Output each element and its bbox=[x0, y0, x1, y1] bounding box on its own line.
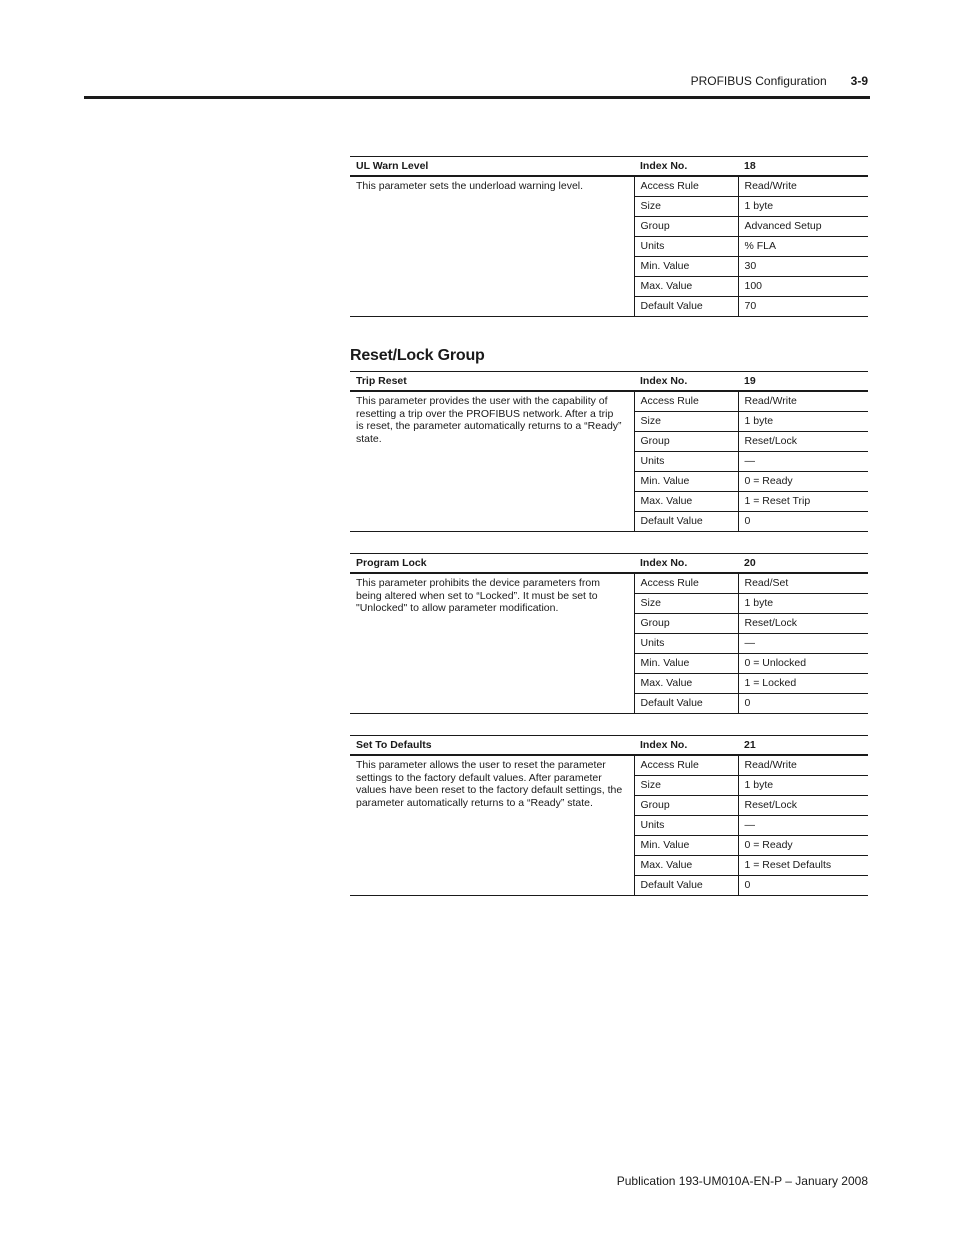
index-number: 18 bbox=[738, 157, 868, 177]
attribute-label: Min. Value bbox=[634, 654, 738, 674]
index-label: Index No. bbox=[634, 554, 738, 574]
header-rule bbox=[84, 96, 870, 99]
attribute-label: Default Value bbox=[634, 876, 738, 896]
index-label: Index No. bbox=[634, 372, 738, 392]
attribute-label: Access Rule bbox=[634, 573, 738, 594]
attribute-value: 1 byte bbox=[738, 197, 868, 217]
attribute-value: Advanced Setup bbox=[738, 217, 868, 237]
attribute-value: Read/Write bbox=[738, 391, 868, 412]
attribute-value: 30 bbox=[738, 257, 868, 277]
attribute-label: Size bbox=[634, 776, 738, 796]
attribute-label: Group bbox=[634, 217, 738, 237]
attribute-label: Units bbox=[634, 237, 738, 257]
attribute-label: Group bbox=[634, 432, 738, 452]
parameter-description: This parameter allows the user to reset the parameter settings to the factory default values. After parameter values have been reset to the factory default settings, the parameter automatically returns to a “Ready” state. bbox=[350, 755, 634, 896]
parameter-description: This parameter provides the user with the capability of resetting a trip over the PROFIBUS network. After a trip is reset, the parameter automatically returns to a “Ready” state. bbox=[350, 391, 634, 532]
attribute-value: 0 = Unlocked bbox=[738, 654, 868, 674]
attribute-label: Access Rule bbox=[634, 176, 738, 197]
attribute-label: Min. Value bbox=[634, 472, 738, 492]
page-header bbox=[691, 74, 868, 88]
attribute-value: Reset/Lock bbox=[738, 614, 868, 634]
attribute-label: Access Rule bbox=[634, 391, 738, 412]
attribute-value: 0 bbox=[738, 876, 868, 896]
table-row bbox=[350, 176, 868, 197]
attribute-label: Size bbox=[634, 197, 738, 217]
table-row bbox=[350, 391, 868, 412]
attribute-value: — bbox=[738, 452, 868, 472]
attribute-value: — bbox=[738, 634, 868, 654]
index-label: Index No. bbox=[634, 736, 738, 756]
attribute-label: Max. Value bbox=[634, 277, 738, 297]
attribute-value: — bbox=[738, 816, 868, 836]
index-label: Index No. bbox=[634, 157, 738, 177]
attribute-label: Min. Value bbox=[634, 257, 738, 277]
index-number: 19 bbox=[738, 372, 868, 392]
attribute-value: 1 = Locked bbox=[738, 674, 868, 694]
attribute-label: Default Value bbox=[634, 512, 738, 532]
page-number: 3-9 bbox=[850, 74, 868, 88]
parameter-name: Set To Defaults bbox=[350, 736, 634, 756]
header-title: PROFIBUS Configuration bbox=[690, 74, 827, 88]
attribute-label: Max. Value bbox=[634, 492, 738, 512]
attribute-value: Read/Set bbox=[738, 573, 868, 594]
attribute-label: Size bbox=[634, 594, 738, 614]
attribute-label: Units bbox=[634, 452, 738, 472]
attribute-value: 0 = Ready bbox=[738, 472, 868, 492]
attribute-value: 1 = Reset Defaults bbox=[738, 856, 868, 876]
attribute-value: Reset/Lock bbox=[738, 796, 868, 816]
parameter-name: UL Warn Level bbox=[350, 157, 634, 177]
attribute-value: 70 bbox=[738, 297, 868, 317]
attribute-label: Units bbox=[634, 816, 738, 836]
attribute-label: Max. Value bbox=[634, 856, 738, 876]
parameter-table bbox=[350, 553, 868, 714]
parameter-name: Program Lock bbox=[350, 554, 634, 574]
attribute-value: 0 bbox=[738, 694, 868, 714]
parameter-name: Trip Reset bbox=[350, 372, 634, 392]
attribute-value: 1 byte bbox=[738, 594, 868, 614]
attribute-label: Group bbox=[634, 614, 738, 634]
attribute-value: 0 = Ready bbox=[738, 836, 868, 856]
attribute-value: 1 byte bbox=[738, 412, 868, 432]
attribute-value: % FLA bbox=[738, 237, 868, 257]
attribute-label: Default Value bbox=[634, 297, 738, 317]
attribute-value: 100 bbox=[738, 277, 868, 297]
parameter-table bbox=[350, 735, 868, 896]
publication-footer: Publication 193-UM010A-EN-P – January 2008 bbox=[616, 1174, 868, 1188]
parameter-table bbox=[350, 371, 868, 532]
parameter-description: This parameter prohibits the device parameters from being altered when set to “Locked”. It must be set to "Unlocked" to allow parameter modification. bbox=[350, 573, 634, 714]
attribute-label: Access Rule bbox=[634, 755, 738, 776]
attribute-value: 1 = Reset Trip bbox=[738, 492, 868, 512]
table-row bbox=[350, 573, 868, 594]
attribute-value: Read/Write bbox=[738, 755, 868, 776]
attribute-value: 1 byte bbox=[738, 776, 868, 796]
table-row bbox=[350, 755, 868, 776]
parameter-description: This parameter sets the underload warning level. bbox=[350, 176, 634, 317]
attribute-value: Reset/Lock bbox=[738, 432, 868, 452]
attribute-label: Group bbox=[634, 796, 738, 816]
index-number: 20 bbox=[738, 554, 868, 574]
attribute-label: Default Value bbox=[634, 694, 738, 714]
parameter-table bbox=[350, 156, 868, 317]
attribute-label: Size bbox=[634, 412, 738, 432]
attribute-value: Read/Write bbox=[738, 176, 868, 197]
attribute-value: 0 bbox=[738, 512, 868, 532]
index-number: 21 bbox=[738, 736, 868, 756]
attribute-label: Units bbox=[634, 634, 738, 654]
attribute-label: Max. Value bbox=[634, 674, 738, 694]
section-heading: Reset/Lock Group bbox=[350, 347, 485, 364]
attribute-label: Min. Value bbox=[634, 836, 738, 856]
